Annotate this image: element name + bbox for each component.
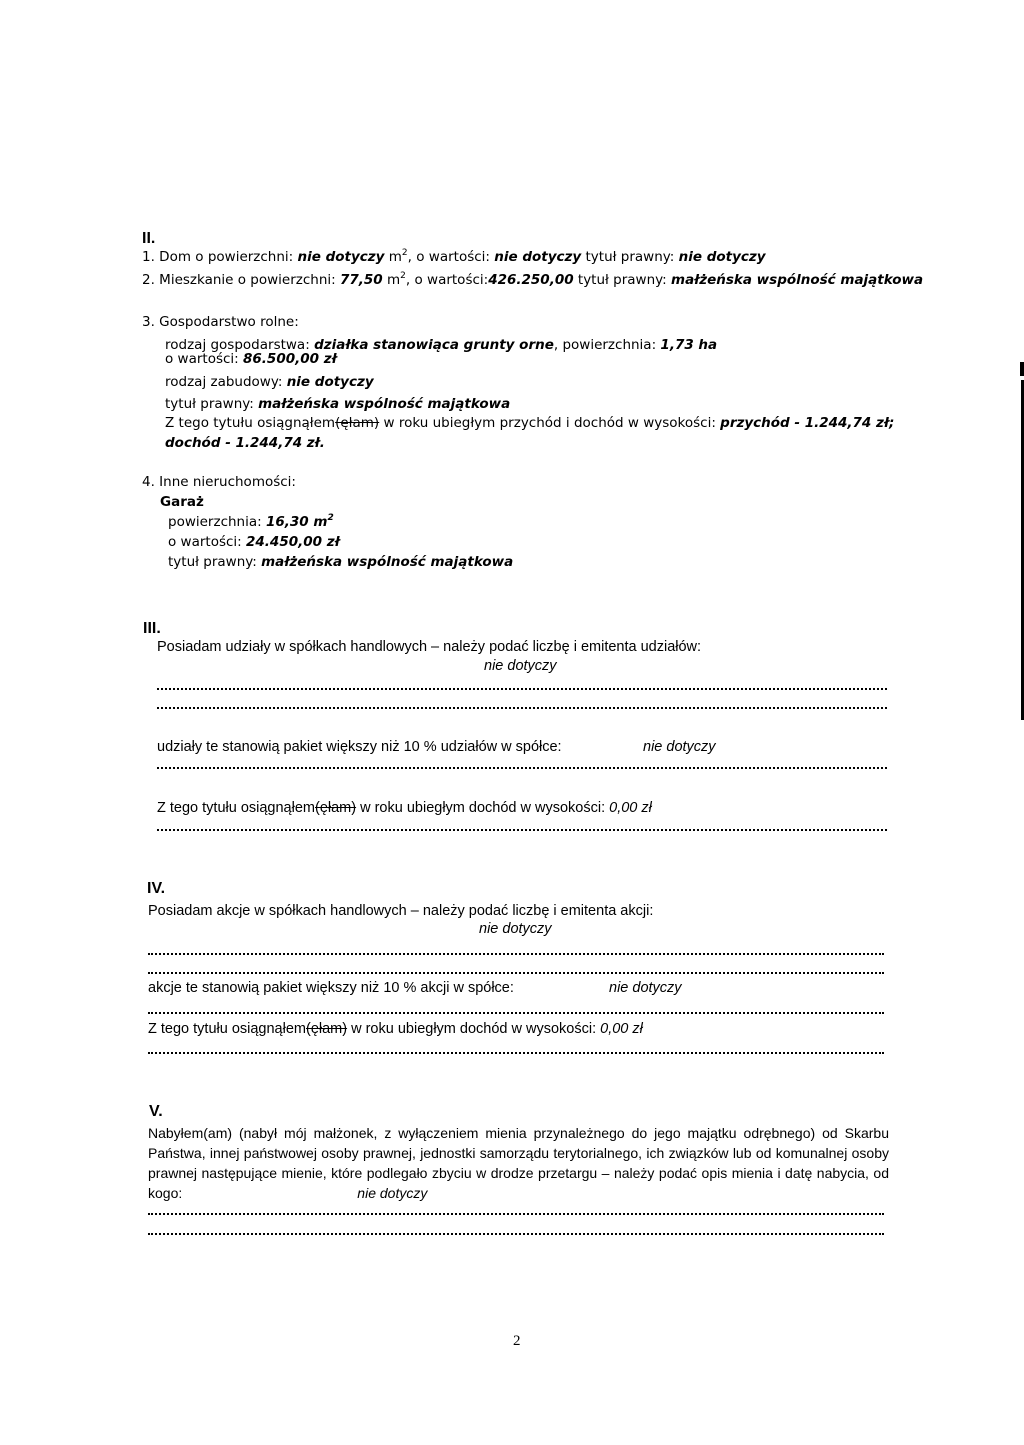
shares-income-value: 0,00 zł [609,800,652,816]
section-2-heading: II. [142,230,156,247]
scan-edge-mark [1020,362,1024,376]
dotted-line [157,829,887,831]
farm-area: 1,73 ha [660,337,718,353]
flat-line: 2. Mieszkanie o powierzchni: 77,50 $m^2$, o wartości:426.250,00 tytuł prawny: małżeńska wspólność majątkowa [142,271,924,288]
dotted-line [148,972,884,974]
house-area: nie dotyczy [297,249,385,265]
shares-package-label: udziały te stanowią pakiet większy niż 10 % udziałów w spółce: [157,739,562,755]
farm-income-value: przychód - 1.244,74 zł; [720,415,895,431]
section-4-heading: IV. [147,880,166,897]
farm-title-line: tytuł prawny: małżeńska wspólność majątkowa [165,396,511,412]
shares-income-line: Z tego tytułu osiągnąłem(ęłam) w roku ubiegłym dochód w wysokości: 0,00 zł [157,800,652,816]
section-3-heading: III. [143,620,161,637]
house-line: 1. Dom o powierzchni: nie dotyczy $m^2$, o wartości: nie dotyczy tytuł prawny: nie dotyczy [142,248,766,265]
farm-heading: 3. Gospodarstwo rolne: [142,314,299,330]
dotted-line [157,767,887,769]
farm-income-value-2: dochód - 1.244,74 zł. [165,435,325,451]
stocks-question: Posiadam akcje w spółkach handlowych – należy podać liczbę i emitenta akcji: [148,903,654,919]
house-value: nie dotyczy [494,249,582,265]
dotted-line [157,688,887,690]
dotted-line [148,1052,884,1054]
farm-type: działka stanowiąca grunty orne [314,337,554,353]
shares-answer: nie dotyczy [484,658,557,674]
farm-building-line: rodzaj zabudowy: nie dotyczy [165,374,374,390]
other-property-heading: 4. Inne nieruchomości: [142,474,296,490]
farm-title: małżeńska wspólność majątkowa [258,396,511,412]
dotted-line [148,953,884,955]
dotted-line [148,1012,884,1014]
other-area-line: powierzchnia: 16,30 $m^2$ [168,513,334,530]
dotted-line [148,1233,884,1235]
stocks-income-line: Z tego tytułu osiągnąłem(ęłam) w roku ubiegłym dochód w wysokości: 0,00 zł [148,1021,643,1037]
other-value-line: o wartości: 24.450,00 zł [168,534,340,550]
flat-title: małżeńska wspólność majątkowa [671,272,924,288]
other-property-name: Garaż [160,494,204,510]
acquired-property-text: Nabyłem(am) (nabył mój małżonek, z wyłączeniem mienia przynależnego do jego majątku odrębnego) od Skarbu Państwa, innej państwowej osoby prawnej, jednostki samorządu terytorialnego, ich związków lub od komunalnej osoby prawnej następujące mienie, które podlegało zbyciu w drodze przetargu – należy podać opis mienia i datę nabycia, od kogo: nie dotyczy [148,1125,889,1201]
section-5-heading: V. [149,1103,163,1120]
farm-type-line: rodzaj gospodarstwa: działka stanowiąca grunty orne, powierzchnia: 1,73 ha [165,337,718,353]
stocks-income-value: 0,00 zł [600,1021,643,1037]
stocks-package-value: nie dotyczy [609,980,682,996]
dotted-line [157,707,887,709]
flat-value: 426.250,00 [488,272,574,288]
other-value: 24.450,00 zł [246,534,340,550]
stocks-package-label: akcje te stanowią pakiet większy niż 10 % akcji w spółce: [148,980,514,996]
other-area: 16,30 m [265,514,328,530]
shares-question: Posiadam udziały w spółkach handlowych – należy podać liczbę i emitenta udziałów: [157,639,702,655]
farm-value-line: o wartości: 86.500,00 zł [165,351,337,367]
shares-package-value: nie dotyczy [643,739,716,755]
dotted-line [148,1213,884,1215]
house-title: nie dotyczy [678,249,766,265]
flat-area: 77,50 [340,272,383,288]
farm-building: nie dotyczy [286,374,374,390]
farm-value: 86.500,00 zł [243,351,337,367]
acquired-property-answer: nie dotyczy [357,1185,428,1201]
page-number: 2 [513,1333,521,1349]
other-title-line: tytuł prawny: małżeńska wspólność majątkowa [168,554,514,570]
farm-income-line: Z tego tytułu osiągnąłem(ęłam) w roku ubiegłym przychód i dochód w wysokości: przychód - 1.244,74 zł; [165,415,895,431]
other-title: małżeńska wspólność majątkowa [261,554,514,570]
stocks-answer: nie dotyczy [479,921,552,937]
